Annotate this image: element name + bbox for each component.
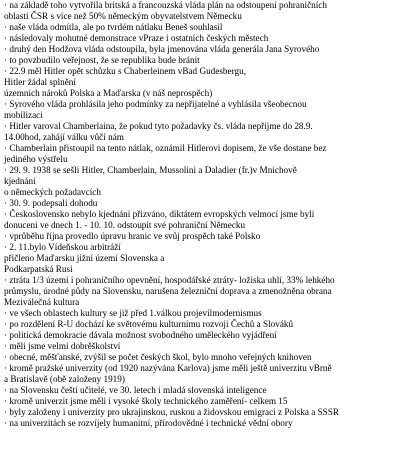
text-line: a Bratislavě (obě založeny 1919) [4,374,125,384]
text-line: · druhý den Hodžova vláda odstoupila, byla jmenována vláda generála Jana Syrového [4,44,320,54]
text-line: · Hitler varoval Chamberlaina, že pokud tyto požadavky čs. vláda nepřijme do 28.9. [4,121,313,131]
text-line: jediného výstřelu [4,154,68,164]
text-line: 14.00hod, zahájí válku vůči nám [4,132,124,142]
text-line: · následovaly mohutné demonstrace vPraze i ostatních českých městech [4,33,269,43]
text-line: průmyslu, úrodné půdy na Slovensku, narušena železniční doprava a zmenožněna obrana [4,286,332,296]
text-line: Podkarpatská Rusi [4,264,73,274]
text-line: donuceni ve dnech 1. - 10. 10. odstoupit své pohraniční Německu [4,220,246,230]
text-line: · Chamberlain přistoupil na tento nátlak, oznámil Hitlerovi dopisem, že vše dostane bez [4,143,327,153]
text-line: · vprůběhu října provedlo úpravu hranic ve svůj prospěch také Polsko [4,231,261,241]
text-line: · na univerzitách se rozvíjely humanitní, přírodovědné i technické vědní obory [4,418,293,428]
text-line: přičleno Maďarsku jižní území Slovenska a [4,253,165,263]
text-line: · 29. 9. 1938 se sešli Hitler, Chamberlain, Mussolini a Daladier (fr.)v Mnichově [4,165,297,175]
text-line: kjednání [4,176,36,186]
text-line: Hitler žádal splnění [4,77,76,87]
text-line: · po rozdělení R-U dochází ke světovému kulturnímu rozvoji Čechů a Slováků [4,319,294,329]
text-line: · to povzbudilo veřejnost, že se republika bude bránit [4,55,200,65]
text-line: · kromě univerzit jsme měli i vysoké školy technického zaměření- celkem 15 [4,396,288,406]
text-line: · naše vláda odmítla, ale po tvrdém nátlaku Beneš souhlasil [4,22,223,32]
text-line: · 22.9 měl Hitler opět schůzku s Chaberleinem vBad Gudesbergu, [4,66,246,76]
text-line: o německých požadavcích [4,187,101,197]
text-line: Meziválečná kultura [4,297,80,307]
text-line: · obecné, měšťanské, zvýšil se počet českých škol, bylo mnoho veřejných knihoven [4,352,312,362]
text-line: · kromě pražské univerzity (od 1920 nazývána Karlova) jsme měli ještě univerzitu vBrně [4,363,332,373]
text-line: · 2. 11.bylo Vídeňskou arbitráží [4,242,121,252]
text-line: · byly založeny i univerzity pro ukrajinskou, ruskou a židovskou emigraci z Polska a SSSR [4,407,340,417]
text-line: · politická demokracie dávala možnost svobodného uměleckého vyjádření [4,330,277,340]
text-line: oblastí ČSR s více než 50% německým obyvatelstvem Německu [4,11,242,21]
text-line: · ve všech oblastech kultury se již před 1.válkou projevilmodernismus [4,308,262,318]
text-line: · 30. 9. podepsali dohodu [4,198,98,208]
text-line: · měli jsme velmi dobrěškolství [4,341,121,351]
text-line: · ztráta 1/3 území i pohraničního opevnění, hospodářské ztráty- ložiska uhlí, 33% lehkého [4,275,335,285]
text-line: · na Slovensku čeští učitelé, ve 30. letech i mladá slovenská inteligence [4,385,267,395]
text-line: · Syrového vláda prohlásila jeho podmínky za nepřijatelné a vyhlásila všeobecnou [4,99,307,109]
text-line: mobilizaci [4,110,43,120]
text-line: · Československo nebylo kjednání přizváno, diktátem evropských velmocí jsme byli [4,209,315,219]
text-line: územních nároků Polska a Maďarska (v náš neprospěch) [4,88,213,98]
document-text [4,0,400,429]
text-line: · na základě toho vytvořila britská a francouzská vláda plán na odstoupení pohraničních [4,0,327,10]
